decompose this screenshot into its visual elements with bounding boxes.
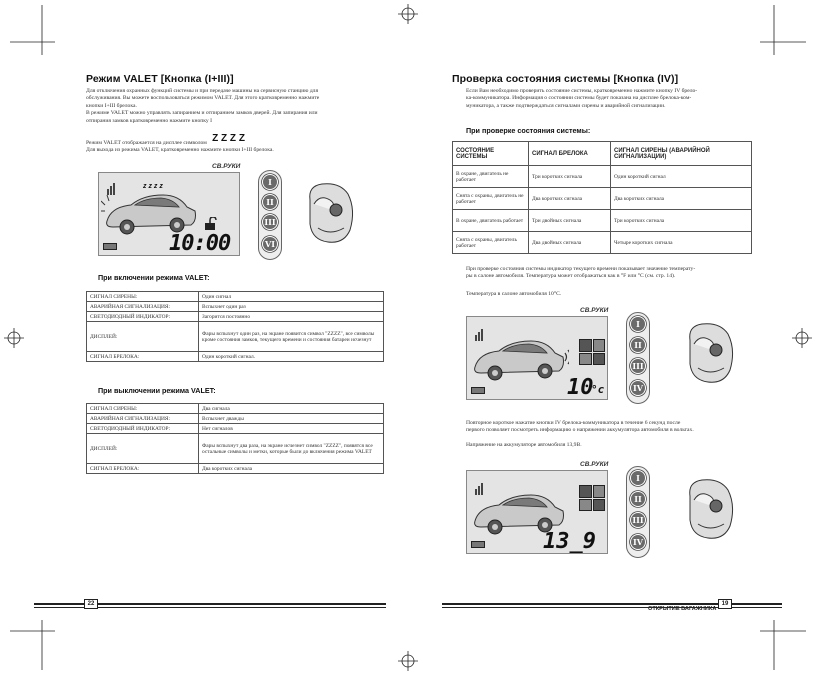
- temp-unit: °c: [591, 383, 605, 396]
- table-cell: Один сигнал: [199, 292, 384, 302]
- status-icon: [579, 485, 592, 498]
- fob-button-iii[interactable]: III: [262, 214, 278, 230]
- voltage-line: первого позволяет посмотреть информацию о напряжении аккумулятора автомобиля в вольтах.: [466, 427, 694, 434]
- right-footer-label: ОТКРЫТИЕ БАГАЖНИКА: [648, 606, 717, 612]
- table-cell: Вспыхнет один раз: [199, 302, 384, 312]
- voltage-lcd-display: [466, 470, 608, 554]
- temp-lcd-display: [466, 316, 608, 400]
- check-heading: При проверке состояния системы:: [466, 126, 591, 135]
- status-icon: [579, 339, 592, 352]
- left-intro-line: кнопки I+III брелока.: [86, 102, 137, 109]
- left-page-title: Режим VALET [Кнопка (I+III)]: [86, 73, 234, 85]
- unlock-icon: [203, 217, 217, 231]
- table-cell: Снята с охраны, двигатель работает: [453, 232, 529, 254]
- table-cell: Снята с охраны, двигатель не работает: [453, 188, 529, 210]
- voltage-paragraph: [466, 420, 766, 435]
- flash-lines-icon: [101, 195, 109, 211]
- table-cell: В охране, двигатель не работает: [453, 166, 529, 188]
- battery-icon: [471, 387, 485, 394]
- status-icon: [579, 499, 592, 512]
- zzzz-symbol: Z Z Z Z: [212, 133, 245, 144]
- fob-button-vi[interactable]: VI: [262, 236, 278, 252]
- signal-waves-icon: [565, 350, 569, 364]
- table-cell: СИГНАЛ СИРЕНЫ:: [87, 292, 199, 302]
- table-row: [87, 312, 384, 322]
- status-icon: [593, 353, 606, 366]
- valet-on-table: [86, 291, 384, 362]
- table-cell: Четыре коротких сигнала: [611, 232, 752, 254]
- battery-icon: [471, 541, 485, 548]
- antenna-icon: [475, 489, 477, 495]
- table-cell: ДИСПЛЕЙ:: [87, 322, 199, 352]
- table-row: [87, 352, 384, 362]
- left-intro: [86, 88, 386, 125]
- temp-value: 10: [567, 375, 594, 400]
- right-page-number: 19: [718, 599, 732, 609]
- table-cell: ДИСПЛЕЙ:: [87, 434, 199, 464]
- exit-line: Для выхода из режима VALET, кратковременно нажмите кнопки I+III брелока.: [86, 147, 274, 153]
- table-row: [87, 464, 384, 474]
- right-intro: [466, 88, 766, 110]
- lcd-clock: 10:00: [169, 231, 231, 256]
- lcd-caption: СВ.РУКИ: [580, 307, 609, 314]
- table-cell: АВАРИЙНАЯ СИГНАЛИЗАЦИЯ:: [87, 414, 199, 424]
- table-cell: Два двойных сигнала: [529, 232, 611, 254]
- table-row: [87, 414, 384, 424]
- table-row: [87, 434, 384, 464]
- status-icons-grid: [579, 485, 605, 511]
- table-row: [453, 166, 752, 188]
- table-row: [87, 322, 384, 352]
- hand-pressing-icon: [680, 320, 738, 386]
- table-cell: Два сигнала: [199, 404, 384, 414]
- lcd-caption: СВ.РУКИ: [212, 163, 241, 170]
- fob-button-i[interactable]: I: [630, 316, 646, 332]
- table-cell: СИГНАЛ БРЕЛОКА:: [87, 352, 199, 362]
- right-intro-line: ка-коммуникатора. Информация о состоянии системы будет показана на дисплее брелока-ком-: [466, 95, 692, 102]
- table-cell: СИГНАЛ БРЕЛОКА:: [87, 464, 199, 474]
- table-cell: АВАРИЙНАЯ СИГНАЛИЗАЦИЯ:: [87, 302, 199, 312]
- table-row: [87, 292, 384, 302]
- table-cell: Два коротких сигнала: [529, 188, 611, 210]
- fob-button-iii[interactable]: III: [630, 358, 646, 374]
- left-lcd-display: [98, 172, 240, 256]
- table-header-row: [453, 142, 752, 166]
- lcd-caption: СВ.РУКИ: [580, 461, 609, 468]
- right-intro-line: муникатора, а также подтверждаться сигналами сирены и аварийной сигнализации.: [466, 102, 666, 109]
- fob-button-ii[interactable]: II: [630, 491, 646, 507]
- table-row: [87, 404, 384, 414]
- table-cell: Вспыхнет дважды: [199, 414, 384, 424]
- status-icon: [593, 485, 606, 498]
- antenna-icon: [475, 335, 477, 341]
- left-intro-line: Для отключения охранных функций системы и при передаче машины на сервисную станцию для: [86, 88, 319, 94]
- fob-button-iv[interactable]: IV: [630, 380, 646, 396]
- fob-button-iii[interactable]: III: [630, 512, 646, 528]
- table-cell: СВЕТОДИОДНЫЙ ИНДИКАТОР:: [87, 424, 199, 434]
- table-cell: Один короткий сигнал: [611, 166, 752, 188]
- table-cell: Два коротких сигнала: [199, 464, 384, 474]
- status-icon: [579, 353, 592, 366]
- table-cell: В охране, двигатель работает: [453, 210, 529, 232]
- table-row: [87, 424, 384, 434]
- valet-off-table: [86, 403, 384, 474]
- voltage-note: Напряжение на аккумуляторе автомобиля 13,9В.: [466, 442, 582, 448]
- table-header: СИГНАЛ СИРЕНЫ (АВАРИЙНОЙ СИГНАЛИЗАЦИИ): [611, 142, 752, 166]
- left-page-number: 22: [84, 599, 98, 609]
- hand-pressing-icon: [680, 476, 738, 542]
- table-cell: Три коротких сигнала: [529, 166, 611, 188]
- table-row: [453, 210, 752, 232]
- table-row: [453, 188, 752, 210]
- table-row: [453, 232, 752, 254]
- table-cell: Один короткий сигнал.: [199, 352, 384, 362]
- status-icons-grid: [579, 339, 605, 365]
- table-row: [87, 302, 384, 312]
- left-intro-line: обслуживания. Вы можете воспользоваться режимом VALET. Для этого кратковременно нажмите: [86, 95, 320, 102]
- car-graphic: [469, 327, 569, 387]
- valet-symbol-line: [86, 133, 386, 147]
- left-intro-line: В режиме VALET можно управлять запиранием и отпиранием замков дверей. Для запирания или: [86, 110, 318, 117]
- battery-icon: [103, 243, 117, 250]
- table-cell: СВЕТОДИОДНЫЙ ИНДИКАТОР:: [87, 312, 199, 322]
- left-intro-line: отпирания замков кратковременно нажмите кнопку I: [86, 117, 212, 124]
- hand-pressing-icon: [300, 180, 360, 246]
- table-cell: Загорится постоянно: [199, 312, 384, 322]
- fob-button-i[interactable]: I: [630, 470, 646, 486]
- lcd-zzz: z z z z: [143, 183, 163, 190]
- table-cell: Три коротких сигнала: [611, 210, 752, 232]
- temp-line: ры в салоне автомобиля. Температура может отображаться как в °F или °С (см. стр. 14).: [466, 273, 676, 280]
- temp-paragraph: [466, 266, 766, 281]
- voltage-value: 13_9: [543, 529, 596, 554]
- status-table: [452, 141, 752, 254]
- table-header: СИГНАЛ БРЕЛОКА: [529, 142, 611, 166]
- fob-button-ii[interactable]: II: [630, 337, 646, 353]
- table-cell: Три двойных сигнала: [529, 210, 611, 232]
- right-intro-line: Если Вам необходимо проверить состояние системы, кратковременно нажмите кнопку IV брело-: [466, 88, 698, 94]
- table-cell: Фары вспыхнут один раз, на экране появится символ "ZZZZ", все символы кроме состояния замков, текущего времени и состояния батареи исчезнут: [199, 322, 384, 352]
- table-header: СОСТОЯНИЕ СИСТЕМЫ: [453, 142, 529, 166]
- off-heading: При выключении режима VALET:: [98, 386, 216, 395]
- temp-line: При проверке состояния системы индикатор текущего времени показывает значение температу-: [466, 266, 696, 272]
- table-cell: СИГНАЛ СИРЕНЫ:: [87, 404, 199, 414]
- on-heading: При включении режима VALET:: [98, 273, 210, 282]
- temp-note: Температура в салоне автомобиля 10°С.: [466, 291, 562, 297]
- voltage-line: Повторное короткое нажатие кнопки IV брелока-коммуникатора в течение 6 секунд после: [466, 420, 681, 426]
- fob-button-i[interactable]: I: [262, 174, 278, 190]
- status-icon: [593, 339, 606, 352]
- table-cell: Нет сигналов: [199, 424, 384, 434]
- fob-button-ii[interactable]: II: [262, 194, 278, 210]
- valet-symbol-text: Режим VALET отображается на дисплее символом: [86, 140, 207, 146]
- fob-button-iv[interactable]: IV: [630, 534, 646, 550]
- table-cell: Два коротких сигнала: [611, 188, 752, 210]
- antenna-icon: [107, 189, 109, 195]
- table-cell: Фары вспыхнут два раза, на экране исчезнет символ "ZZZZ", появятся все остальные символы и метки, которые были до включения режима VALET: [199, 434, 384, 464]
- status-icon: [593, 499, 606, 512]
- right-page-title: Проверка состояния системы [Кнопка (IV)]: [452, 73, 679, 85]
